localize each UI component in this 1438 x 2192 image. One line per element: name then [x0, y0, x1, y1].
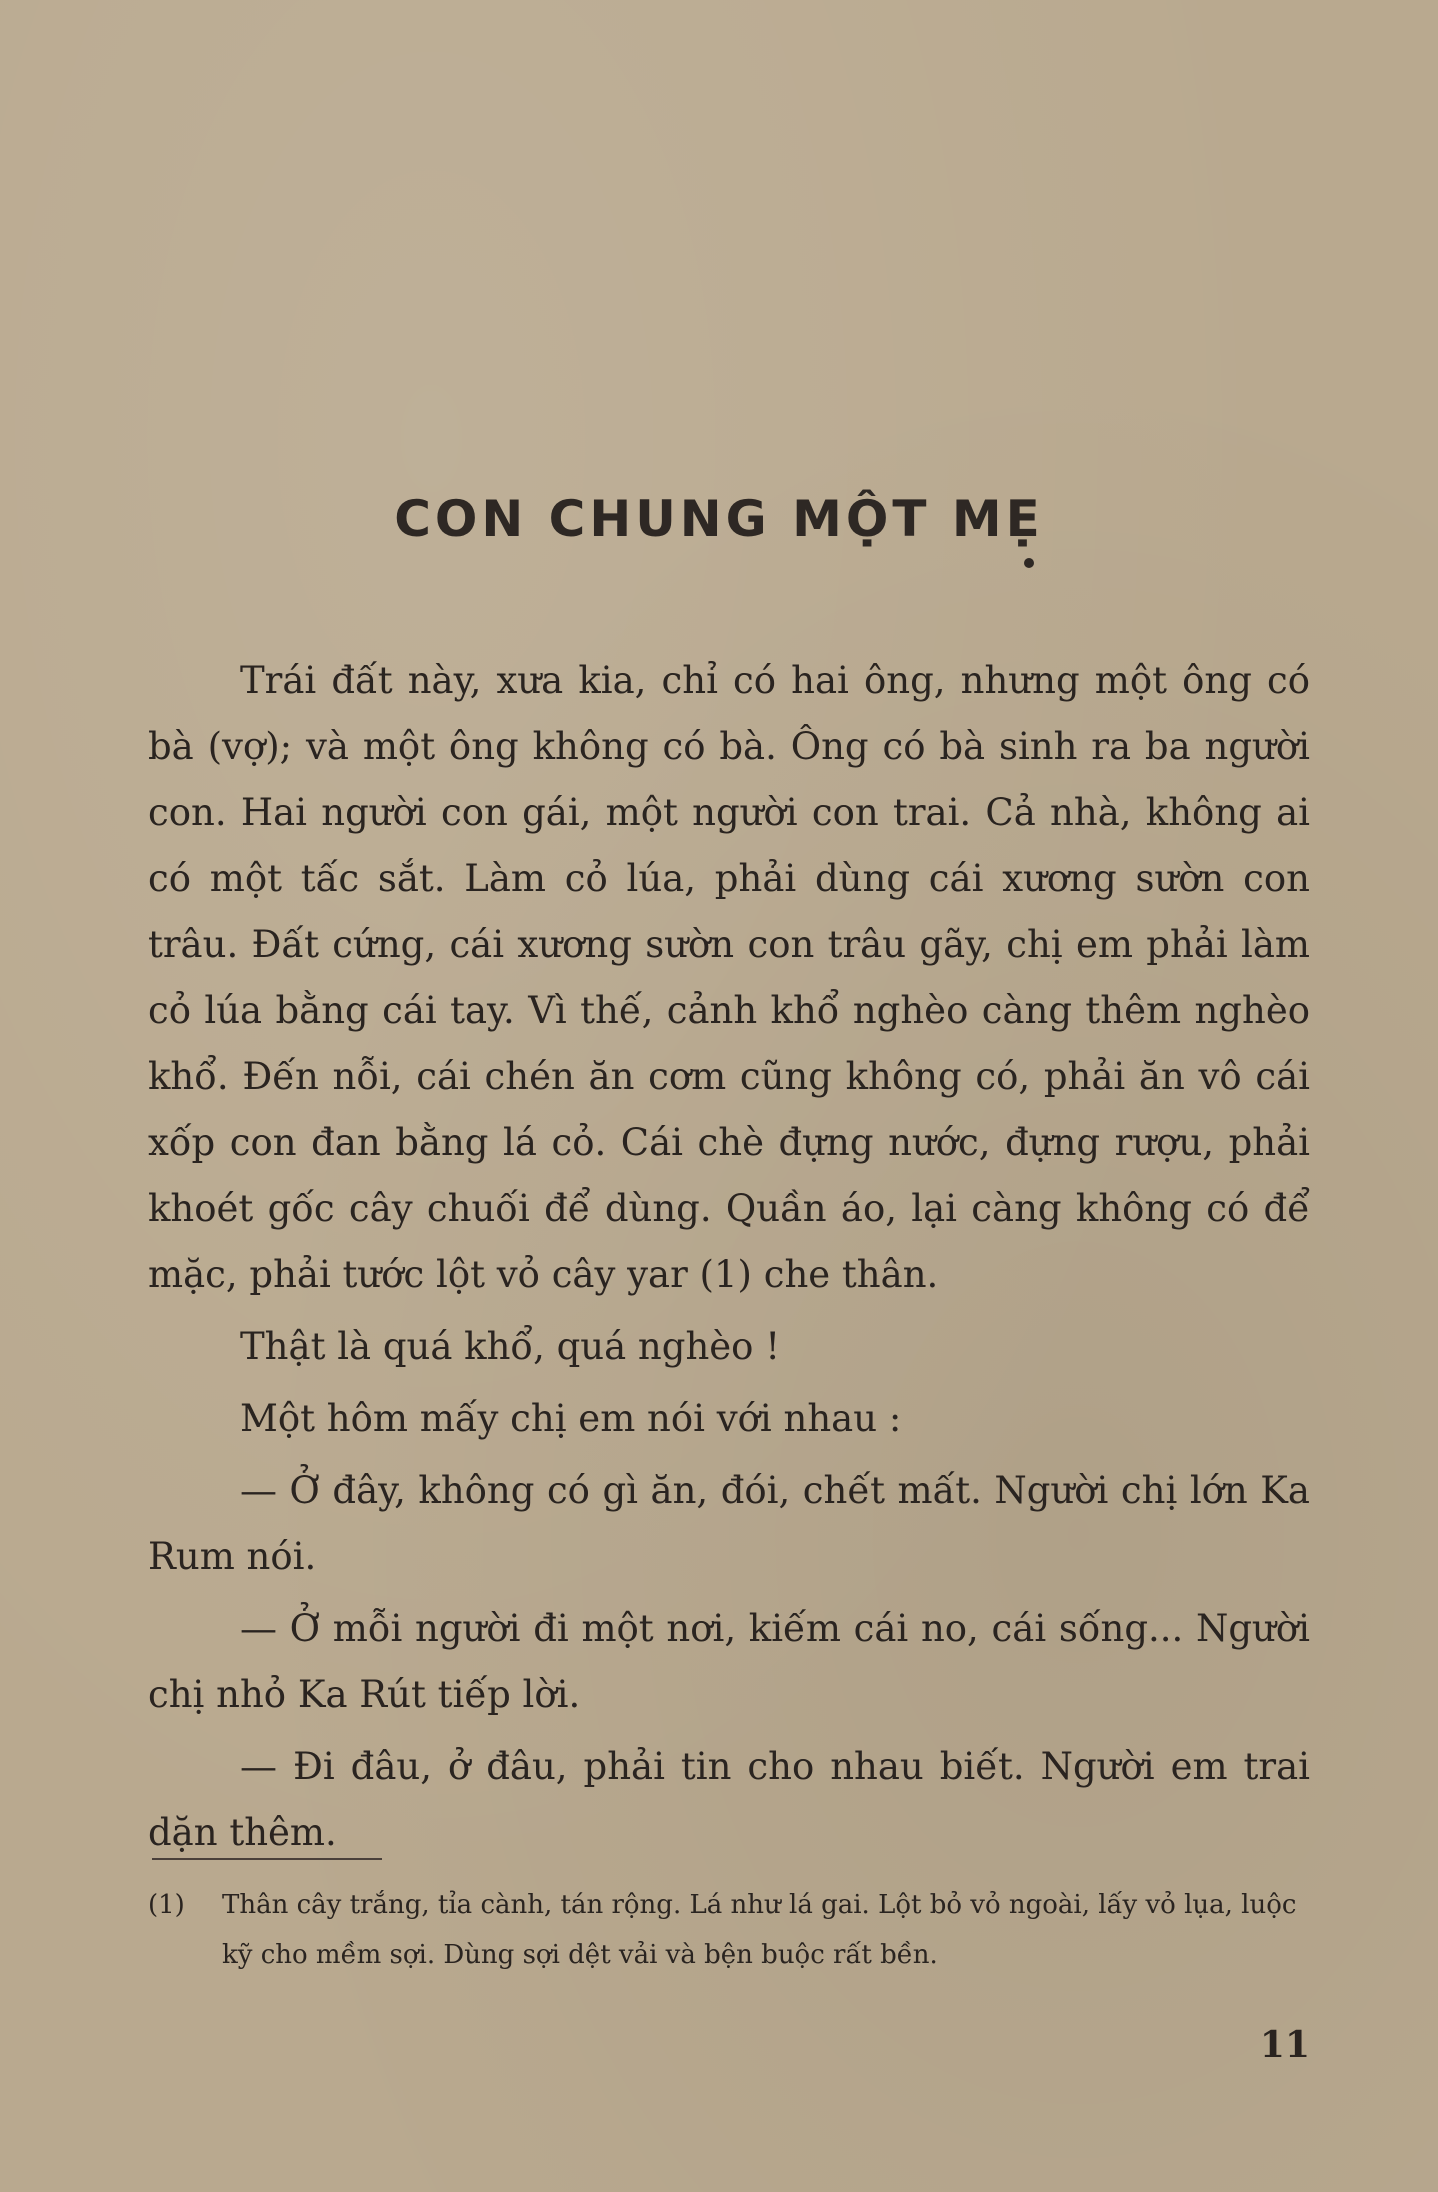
paragraph: Trái đất này, xưa kia, chỉ có hai ông, nhưng một ông có bà (vợ); và một ông không có bà. Ông có bà sinh ra ba người con. Hai người con gái, một người con trai. Cả nhà, không ai có một tấc sắt. Làm cỏ lúa, phải dùng cái xương sườn con trâu. Đất cứng, cái xương sườn con trâu gãy, chị em phải làm cỏ lúa bằng cái tay. Vì thế, cảnh khổ nghèo càng thêm nghèo khổ. Đến nỗi, cái chén ăn cơm cũng không có, phải ăn vô cái xốp con đan bằng lá cỏ. Cái chè đựng nước, đựng rượu, phải khoét gốc cây chuối để dùng. Quần áo, lại càng không có để mặc, phải tước lột vỏ cây yar (1) che thân. — [148, 659, 1310, 1296]
dialogue-paragraph: — Đi đâu, ở đâu, phải tin cho nhau biết. Người em trai dặn thêm. — [148, 1745, 1310, 1854]
dialogue-paragraph: — Ở mỗi người đi một nơi, kiếm cái no, cái sống... Người chị nhỏ Ka Rút tiếp lời. — [148, 1607, 1310, 1716]
footnote-divider — [152, 1858, 382, 1860]
body-text — [148, 648, 1310, 1866]
footnote — [148, 1880, 1308, 1980]
footnote-marker: (1) — [148, 1890, 185, 1920]
paragraph: Một hôm mấy chị em nói với nhau : — [240, 1397, 902, 1440]
dialogue-paragraph: — Ở đây, không có gì ăn, đói, chết mất. Người chị lớn Ka Rum nói. — [148, 1469, 1310, 1578]
page-number: 11 — [1259, 2024, 1310, 2066]
footnote-text: Thân cây trắng, tỉa cành, tán rộng. Lá như lá gai. Lột bỏ vỏ ngoài, lấy vỏ lụa, luộc kỹ cho mềm sợi. Dùng sợi dệt vải và bện buộc rất bền. — [222, 1890, 1297, 1970]
chapter-title: CON CHUNG MỘT MẸ — [394, 490, 1044, 548]
title-ornament-dot — [1024, 558, 1034, 568]
paragraph: Thật là quá khổ, quá nghèo ! — [240, 1325, 781, 1368]
